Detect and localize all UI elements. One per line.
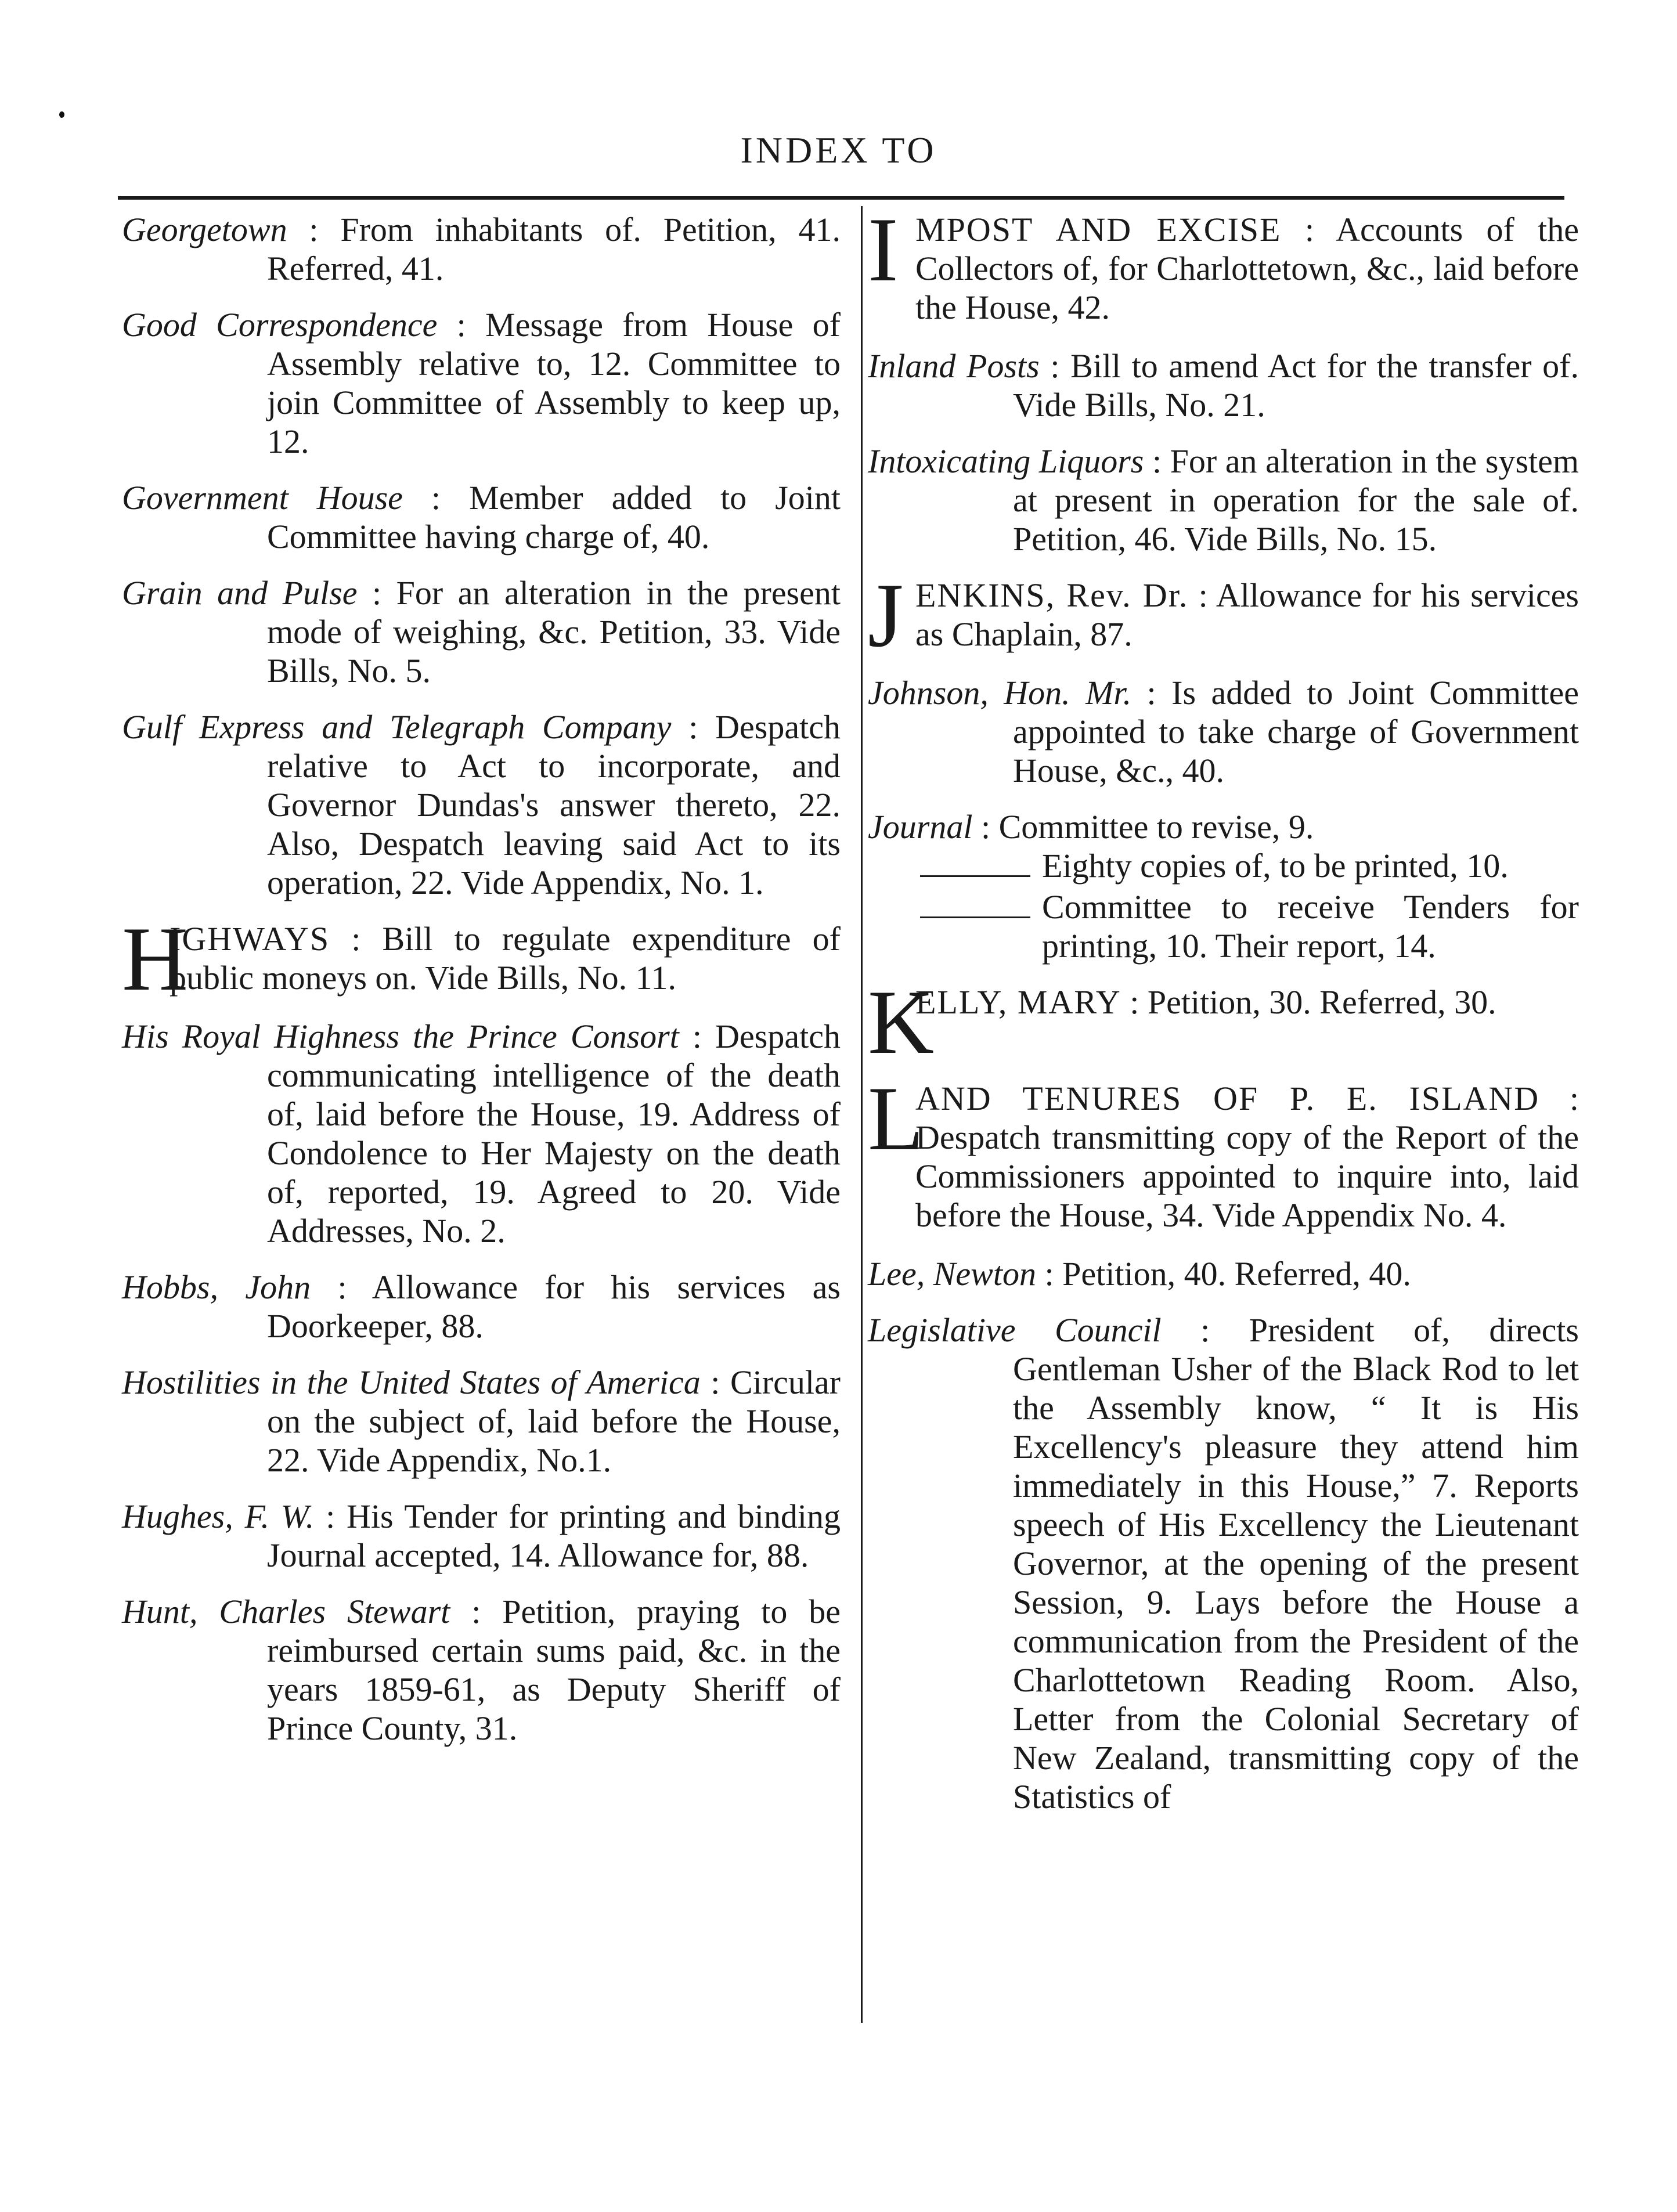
journal-subentry: Eighty copies of, to be printed, 10. — [868, 846, 1579, 887]
index-entry-georgetown: Georgetown : From inhabitants of. Petition, 41. Referred, 41. — [122, 211, 841, 287]
index-entry-hostilities: Hostilities in the United States of America : Circular on the subject of, laid before the House, 22. Vide Appendix, No.1. — [122, 1363, 841, 1479]
drop-capital-i: I — [868, 199, 899, 301]
index-entry-hobbs: Hobbs, John : Allowance for his services as Doorkeeper, 88. — [122, 1268, 841, 1345]
ditto-dash — [920, 916, 1030, 918]
index-entry-government-house: Government House : Member added to Joint Committee having charge of, 40. — [122, 479, 841, 555]
drop-capital-l: L — [868, 1068, 924, 1170]
index-entry-prince-consort: His Royal Highness the Prince Consort : Despatch communicating intelligence of the death of, laid before the House, 19. Address of Condolence to Her Majesty on the death of, reported, 19. Agreed to 20. Vide Addresses, No. 2. — [122, 1017, 841, 1250]
index-entry-jenkins: J ENKINS, Rev. Dr. : Allowance for his services as Chaplain, 87. — [868, 565, 1579, 666]
index-entry-kelly: K ELLY, MARY : Petition, 30. Referred, 30. — [868, 972, 1496, 1073]
index-entry-gulf-express: Gulf Express and Telegraph Company : Despatch relative to Act to incorporate, and Governor Dundas's answer thereto, 22. Also, Despatch leaving said Act to its operation, 22. Vide Appendix, No. 1. — [122, 708, 841, 901]
drop-capital-k: K — [868, 972, 935, 1073]
index-entry-land-tenures: L AND TENURES OF P. E. ISLAND : Despatch transmitting copy of the Report of the Commissioners appointed to inquire into, laid before the House, 34. Vide Appendix No. 4. — [868, 1068, 1579, 1234]
index-entry-impost: I MPOST AND EXCISE : Accounts of the Collectors of, for Charlottetown, &c., laid before the House, 42. — [868, 199, 1579, 326]
ditto-dash — [920, 875, 1030, 877]
index-left-column — [122, 210, 841, 1765]
index-entry-intoxicating-liquors: Intoxicating Liquors : For an alteration in the system at present in operation for the sale of. Petition, 46. Vide Bills, No. 15. — [868, 442, 1579, 558]
index-entry-hunt: Hunt, Charles Stewart : Petition, praying to be reimbursed certain sums paid, &c. in the years 1859-61, as Deputy Sheriff of Prince County, 31. — [122, 1593, 841, 1747]
index-entry-good-correspondence: Good Correspondence : Message from House of Assembly relative to, 12. Committee to join Committee of Assembly to keep up, 12. — [122, 306, 841, 460]
index-entry-grain-and-pulse: Grain and Pulse : For an alteration in the present mode of weighing, &c. Petition, 33. Vide Bills, No. 5. — [122, 574, 841, 690]
index-entry-lee: Lee, Newton : Petition, 40. Referred, 40. — [868, 1255, 1411, 1293]
index-entry-journal: Journal : Committee to revise, 9. Eighty copies of, to be printed, 10. Committee to receive Tenders for printing, 10. Their report, 14. — [868, 808, 1579, 965]
index-right-column — [868, 199, 1579, 1834]
journal-subentry: Committee to receive Tenders for printing, 10. Their report, 14. — [868, 887, 1579, 965]
index-entry-hughes: Hughes, F. W. : His Tender for printing and binding Journal accepted, 14. Allowance for, 88. — [122, 1497, 841, 1574]
drop-capital-j: J — [868, 565, 904, 666]
header-rule — [118, 196, 1564, 200]
page-speck — [59, 111, 64, 118]
index-entry-legislative-council: Legislative Council : President of, directs Gentleman Usher of the Black Rod to let the Assembly know, “ It is His Excellency's pleasure they attend him immediately in this House,” 7. Reports speech of His Excellency the Lieutenant Governor, at the opening of the present Session, 9. Lays before the House a communication from the President of the Charlottetown Reading Room. Also, Letter from the Colonial Secretary of New Zealand, transmitting copy of the Statistics of — [868, 1311, 1579, 1816]
index-entry-inland-posts: Inland Posts : Bill to amend Act for the transfer of. Vide Bills, No. 21. — [868, 347, 1579, 424]
index-entry-johnson: Johnson, Hon. Mr. : Is added to Joint Committee appointed to take charge of Government House, &c., 40. — [868, 674, 1579, 789]
index-entry-highways: H IGHWAYS : Bill to regulate expenditure of public moneys on. Vide Bills, No. 11. — [122, 908, 841, 1010]
drop-capital-h: H — [122, 908, 189, 1010]
page-header: INDEX TO — [740, 129, 937, 171]
column-divider — [861, 206, 863, 2023]
